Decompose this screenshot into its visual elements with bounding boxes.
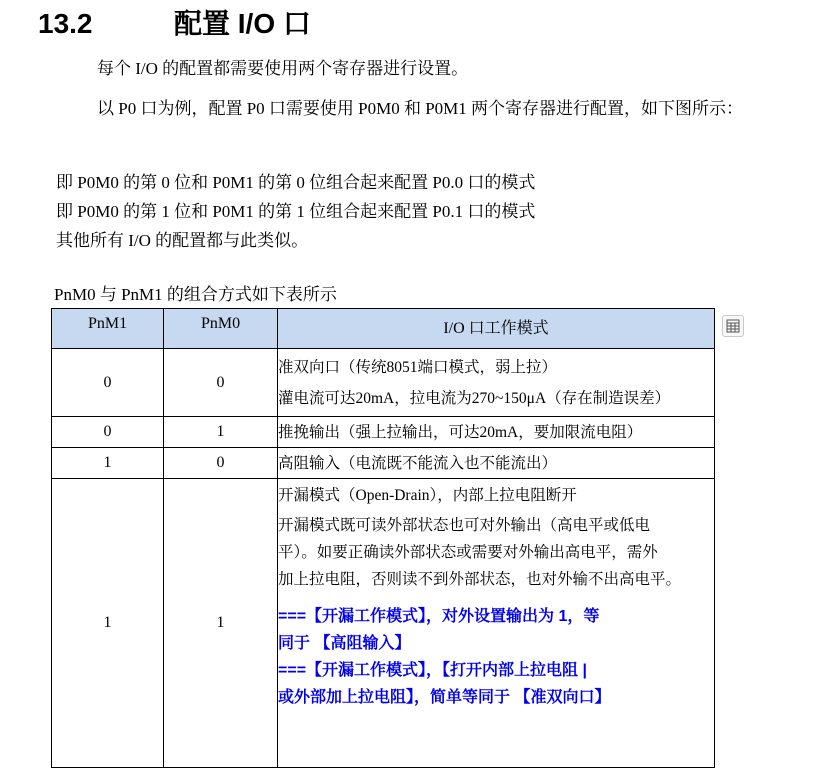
- cell-pnm0: 0: [164, 448, 278, 479]
- paragraph-3: 即 P0M0 的第 0 位和 P0M1 的第 0 位组合起来配置 P0.0 口的模式: [56, 173, 536, 192]
- mode-table: [51, 308, 715, 768]
- mode-line: 平）。如要正确读外部状态或需要对外输出高电平，需外: [278, 544, 658, 561]
- cell-pnm0: 0: [164, 349, 278, 417]
- cell-mode: [278, 479, 715, 768]
- table-row: [52, 479, 715, 768]
- table-row: [52, 417, 715, 448]
- cell-pnm0: 1: [164, 479, 278, 768]
- mode-line: 灌电流可达20mA，拉电流为270~150μA（存在制造误差）: [278, 390, 671, 407]
- cell-mode: [278, 448, 715, 479]
- header-pnm1: PnM1: [52, 309, 164, 349]
- mode-line: 加上拉电阻，否则读不到外部状态，也对外输不出高电平。: [278, 571, 682, 588]
- paragraph-1: 每个 I/O 的配置都需要使用两个寄存器进行设置。: [97, 59, 469, 78]
- mode-note: 同于 【高阻输入】: [278, 635, 411, 652]
- cell-pnm1: 1: [52, 448, 164, 479]
- mode-line: 开漏模式（Open-Drain），内部上拉电阻断开: [278, 487, 577, 504]
- paragraph-5: 其他所有 I/O 的配置都与此类似。: [56, 231, 309, 250]
- cell-mode: [278, 417, 715, 448]
- mode-line: 推挽输出（强上拉输出，可达20mA，要加限流电阻）: [278, 424, 643, 441]
- paragraph-4: 即 P0M0 的第 1 位和 P0M1 的第 1 位组合起来配置 P0.1 口的模式: [56, 202, 536, 221]
- cell-mode: [278, 349, 715, 417]
- header-pnm0: PnM0: [164, 309, 278, 349]
- cell-pnm1: 0: [52, 417, 164, 448]
- table-caption: PnM0 与 PnM1 的组合方式如下表所示: [54, 285, 337, 304]
- table-float-icon[interactable]: [722, 315, 744, 337]
- table-row: [52, 448, 715, 479]
- mode-line: 开漏模式既可读外部状态也可对外输出（高电平或低电: [278, 517, 651, 534]
- mode-note: ===【开漏工作模式】，对外设置输出为 1，等: [278, 608, 600, 625]
- section-title: 配置 I/O 口: [174, 8, 311, 39]
- header-mode: I/O 口工作模式: [278, 309, 715, 349]
- mode-line: 高阻输入（电流既不能流入也不能流出）: [278, 455, 558, 472]
- table-row: [52, 349, 715, 417]
- cell-pnm0: 1: [164, 417, 278, 448]
- section-heading: [38, 6, 311, 42]
- mode-note: ===【开漏工作模式】，【打开内部上拉电阻 |: [278, 662, 587, 679]
- table-header-row: [52, 309, 715, 349]
- section-number: 13.2: [38, 8, 93, 39]
- mode-line: 准双向口（传统8051端口模式，弱上拉）: [278, 359, 558, 376]
- table-grid-icon: [726, 319, 740, 333]
- cell-pnm1: 0: [52, 349, 164, 417]
- mode-note: 或外部加上拉电阻】，简单等同于 【准双向口】: [278, 689, 611, 706]
- paragraph-2: 以 P0 口为例，配置 P0 口需要使用 P0M0 和 P0M1 两个寄存器进行配置，如下图所示：: [97, 99, 744, 118]
- cell-pnm1: 1: [52, 479, 164, 768]
